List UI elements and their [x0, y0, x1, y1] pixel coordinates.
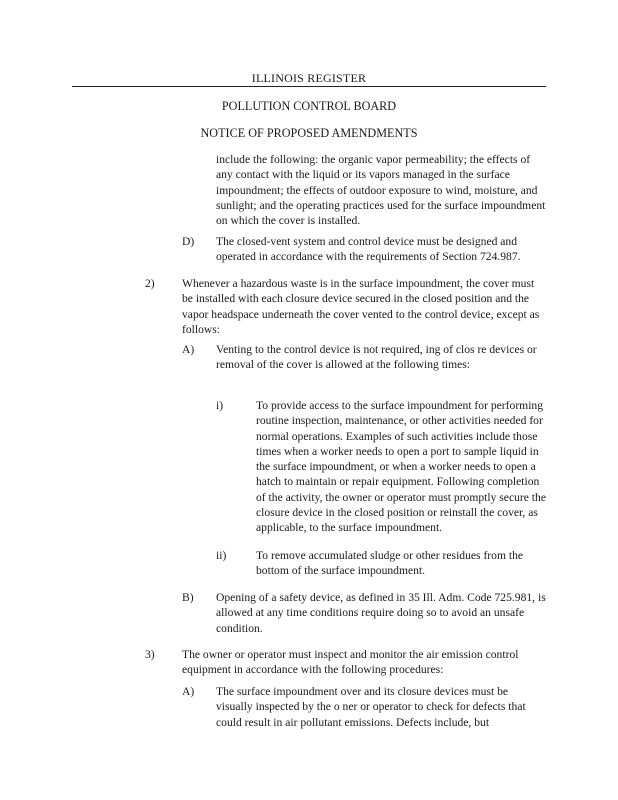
item-2b-label: B) — [182, 591, 194, 604]
item-2a-ii-label: ii) — [216, 549, 227, 562]
item-2a-text: Venting to the control device is not required, ing of clos re devices or removal of the cover is allowed at the following times: — [216, 343, 537, 372]
header-rule — [72, 86, 546, 87]
item-2-label: 2) — [145, 277, 155, 290]
item-2a-label: A) — [182, 343, 195, 356]
item-3a-label: A) — [182, 685, 195, 698]
notice-title: NOTICE OF PROPOSED AMENDMENTS — [200, 126, 418, 140]
board-title: POLLUTION CONTROL BOARD — [221, 99, 397, 113]
item-3a-text: The surface impoundment over and its closure devices must be visually inspected by the o ner or operator to check for defects that could result in air pollutant emissions. Defects include, but — [216, 685, 526, 729]
register-title: ILLINOIS REGISTER — [251, 71, 367, 85]
continuation-paragraph: include the following: the organic vapor permeability; the effects of any contact with the liquid or its vapors managed in the surface impoundment; the effects of outdoor exposure to wind, moisture, and sunlight; and the operating practices used for the surface impoundment on which the cover is installed. — [216, 153, 546, 228]
item-2a-i-text: To provide access to the surface impoundment for performing routine inspection, maintenance, or other activities needed for normal operations. Examples of such activities include those times when a worker needs to open a port to sample liquid in the surface impoundment, or when a worker needs to open a hatch to maintain or repair equipment. Following completion of the activity, the owner or operator must promptly secure the closure device in the closed position or reinstall the cover, as applicable, to the surface impoundment. — [256, 399, 546, 535]
item-2-text: Whenever a hazardous waste is in the surface impoundment, the cover must be installed with each closure device secured in the closed position and the vapor headspace underneath the cover vented to the control device, except as follows: — [182, 277, 540, 336]
item-d-text: The closed-vent system and control device must be designed and operated in accordance with the requirements of Section 724.987. — [216, 235, 521, 264]
item-2b-text: Opening of a safety device, as defined in 35 Ill. Adm. Code 725.981, is allowed at any time conditions require doing so to avoid an unsafe condition. — [216, 591, 546, 635]
item-2a-i-label: i) — [216, 399, 224, 412]
item-2a-ii-text: To remove accumulated sludge or other residues from the bottom of the surface impoundment. — [256, 549, 524, 578]
item-d-label: D) — [182, 235, 195, 248]
item-3-label: 3) — [145, 648, 155, 661]
item-3-text: The owner or operator must inspect and monitor the air emission control equipment in accordance with the following procedures: — [182, 648, 519, 677]
